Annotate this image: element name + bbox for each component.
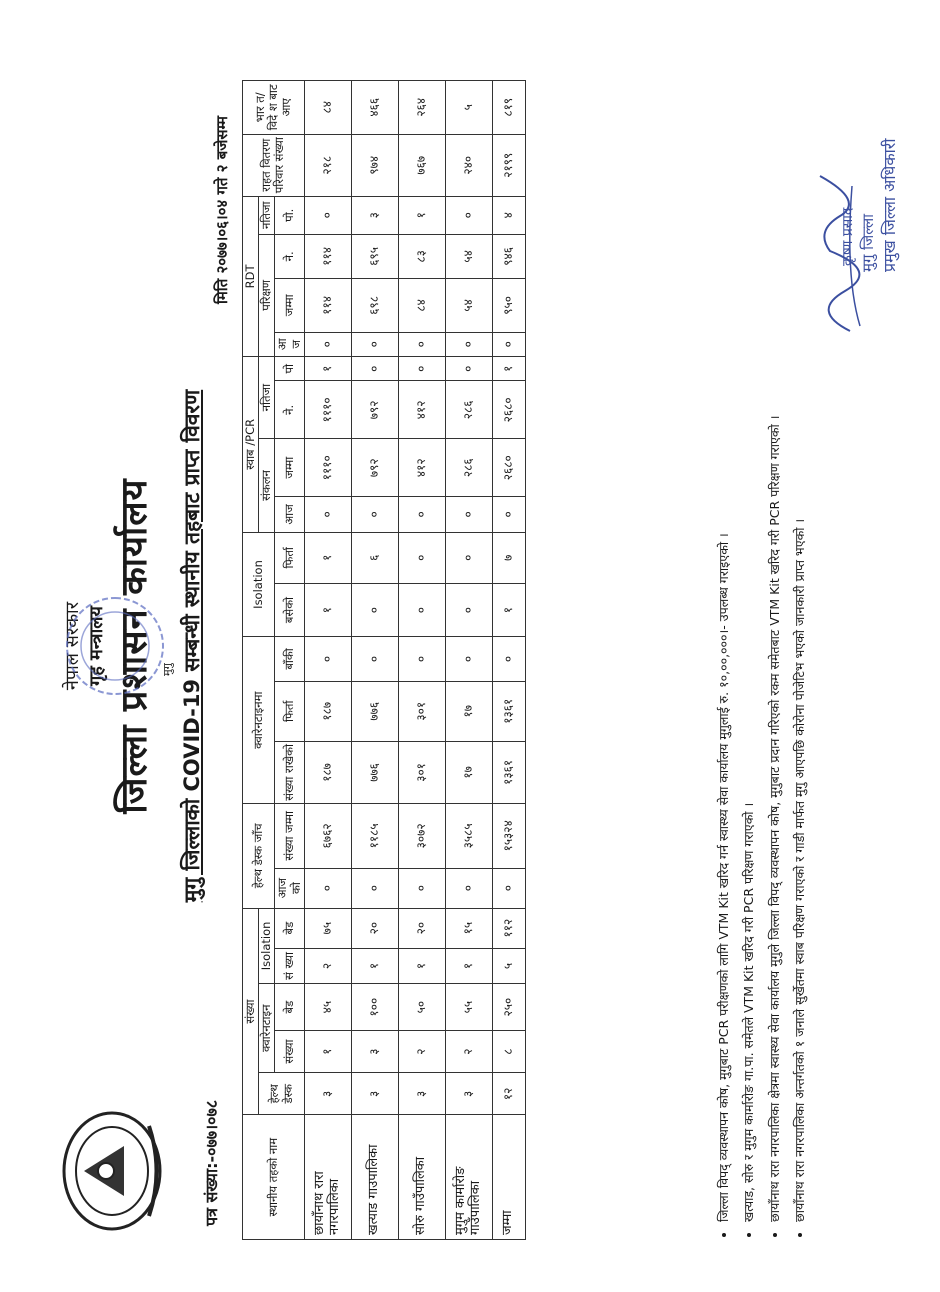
cell-kept: १७ [445,741,492,803]
header-swab-group: स्वाब /PCR [243,356,259,532]
cell-kept: ३०१ [398,741,445,803]
cell-q-count: २ [445,1030,492,1072]
total-q-count: ८ [492,1030,525,1072]
cell-swab-total: ७९२ [351,439,398,497]
header-result: नतिजा [259,356,275,438]
cell-swab-pos: ० [398,356,445,381]
cell-rdt-neg: ८३ [398,234,445,278]
cell-rdt-today: ० [398,332,445,356]
cell-swab-pos: ० [351,356,398,381]
row-name: सोरु गाउँपालिका [398,1115,445,1240]
row-name: खत्याड गाउपालिका [351,1115,398,1240]
header-rdt-pos: पो. [275,196,304,234]
cell-iso-bed: २० [351,908,398,948]
header-iso-count: सं ख्या [275,948,304,984]
cell-iso-staying: ० [398,583,445,636]
cell-rdt-today: ० [445,332,492,356]
cell-q-bed: ४५ [304,984,351,1031]
total-kept: १३६१ [492,741,525,803]
signatory-name: कृष्ण प्रसाद [840,207,856,266]
total-rdt-neg: ९४६ [492,234,525,278]
cell-iso-returned: १ [304,532,351,583]
cell-rdt-neg: ११४ [304,234,351,278]
cell-check-total: ३५८५ [445,804,492,869]
cell-check-total: ३०७२ [398,804,445,869]
cell-iso-bed: २० [398,908,445,948]
header-swab-total: जम्मा [275,439,304,497]
total-iso-returned: ७ [492,532,525,583]
cell-check-today: ० [398,868,445,908]
cell-health-desk: ३ [445,1073,492,1115]
table-row [304,81,351,1240]
cell-from-india: ८४ [304,81,351,135]
cell-kept: १८७ [304,741,351,803]
header-local-level: स्थानीय तहको नाम [243,1115,305,1240]
cell-iso-count: १ [398,948,445,984]
cell-from-india: ५ [445,81,492,135]
cell-q-bed: ५० [398,984,445,1031]
cell-rdt-today: ० [351,332,398,356]
header-staying: बसेको [275,583,304,636]
cell-swab-total: १११० [304,439,351,497]
cell-kept: ७७६ [351,741,398,803]
header-q-count: संख्या [275,1030,304,1072]
cell-rdt-total: ८४ [398,279,445,332]
cell-returned: ३०१ [398,681,445,741]
cell-health-desk: ३ [351,1073,398,1115]
header-quarantine-group: क्वारेनटाइनमा [243,637,275,804]
cell-rdt-today: ० [304,332,351,356]
cell-q-bed: ५५ [445,984,492,1031]
cell-swab-pos: ० [445,356,492,381]
cell-swab-neg: ४१२ [398,381,445,439]
office-name: जिल्ला प्रशासन कार्यालय [114,478,155,814]
cell-rdt-neg: ६९५ [351,234,398,278]
table-row [445,81,492,1240]
cell-swab-today: ० [398,497,445,533]
cell-remaining: ० [304,637,351,681]
total-check-today: ० [492,868,525,908]
total-q-bed: २५० [492,984,525,1031]
header-today: आज को [275,868,304,908]
total-swab-neg: २६८० [492,381,525,439]
cell-returned: ७७६ [351,681,398,741]
cell-rdt-total: ५४ [445,279,492,332]
cell-from-india: २६४ [398,81,445,135]
cell-q-count: ३ [351,1030,398,1072]
total-remaining: ० [492,637,525,681]
total-relief: २१९९ [492,134,525,196]
cell-relief: ७६७ [398,134,445,196]
cell-swab-today: ० [351,497,398,533]
cell-swab-neg: १११० [304,381,351,439]
row-name: छायाँनाथ रारा नगरपालिका [304,1115,351,1240]
cell-iso-returned: ६ [351,532,398,583]
cell-remaining: ० [398,637,445,681]
header-rdt-today: आ ज [275,332,304,356]
cell-rdt-total: ६९८ [351,279,398,332]
cell-iso-returned: ० [398,532,445,583]
cell-iso-bed: ७५ [304,908,351,948]
cell-check-today: ० [445,868,492,908]
cell-check-total: ६७६२ [304,804,351,869]
table-row [398,81,445,1240]
signatory-district: मुगु जिल्ला [859,213,877,272]
cell-from-india: ४६६ [351,81,398,135]
header-rdt-group: RDT [243,196,259,356]
cell-iso-count: २ [304,948,351,984]
cell-check-today: ० [351,868,398,908]
cell-rdt-pos: ३ [351,196,398,234]
signatory-title: प्रमुख जिल्ला अधिकारी [880,138,899,272]
header-collection: संकलन [259,439,275,532]
cell-swab-today: ० [304,497,351,533]
total-row [492,81,525,1240]
letter-number: पत्र संख्या:-०७७।०७८ [202,1099,221,1226]
total-returned: १३६१ [492,681,525,741]
government-name: नेपाल सरकार [62,601,83,691]
cell-iso-returned: ० [445,532,492,583]
total-swab-today: ० [492,497,525,533]
cell-swab-neg: ७९२ [351,381,398,439]
cell-rdt-total: ११४ [304,279,351,332]
cell-relief: ९७४ [351,134,398,196]
total-check-total: १५३२४ [492,804,525,869]
total-swab-pos: १ [492,356,525,381]
cell-remaining: ० [351,637,398,681]
total-label: जम्मा [492,1115,525,1240]
cell-rdt-pos: १ [398,196,445,234]
header-q-bed: बेड [275,984,304,1031]
rotated-letter-page [30,26,910,1266]
header-pos: पो [275,356,304,381]
note-item: • छायाँनाथ रारा नगरपालिका अन्तर्गतको १ जनाले सुर्खेतमा स्वाब परिक्षण गराएको र गाडी मार्फत मुगु आएपछि कोरोना पोजेटिभ भएको जानकारी प्राप्त भएको । [792,52,808,1222]
header-from-india: भार त/ विदे श बाट आए [243,81,305,135]
row-name: मुगुम कार्मारोङ गाउँपालिका [445,1115,492,1240]
cell-swab-neg: २८६ [445,381,492,439]
report-date: मिति २०७७।०६।०४ गते २ बजेसम्म [213,116,231,305]
cell-rdt-pos: ० [445,196,492,234]
note-item: • छायाँनाथ रारा नगरपालिका क्षेत्रमा स्वास्थ्य सेवा कार्यालय मुगुले जिल्ला विपद् व्यवस्थापन कोष, मुगुबाट प्रदान गरिएको रकम समेतबाट VTM Kit खरिद गरी PCR परिक्षण गराएको । [767,52,783,1222]
cell-swab-total: २८६ [445,439,492,497]
header-remaining: बाँकी [275,637,304,681]
table-row [351,81,398,1240]
report-title: मुगु जिल्लाको COVID-19 सम्बन्धी स्थानीय तहबाट प्राप्त विवरण [180,389,204,903]
district-label: मुगु [161,663,174,676]
ministry-name: गृह मन्त्रालय [86,606,107,686]
cell-q-count: १ [304,1030,351,1072]
header-rdt-neg: ने. [275,234,304,278]
cell-iso-staying: ० [351,583,398,636]
header-count-total: संख्या जम्मा [275,804,304,869]
cell-swab-today: ० [445,497,492,533]
header-quarantine-sub: क्वारेनटाइन [259,984,275,1073]
cell-relief: २४० [445,134,492,196]
header-iso-returned: फिर्ता [275,532,304,583]
header-isolation-group: Isolation [243,532,275,637]
total-rdt-today: ० [492,332,525,356]
covid-statistics-table [242,80,526,1240]
cell-remaining: ० [445,637,492,681]
cell-iso-staying: ० [445,583,492,636]
cell-health-desk: ३ [304,1073,351,1115]
cell-check-today: ० [304,868,351,908]
total-health-desk: १२ [492,1073,525,1115]
total-iso-staying: १ [492,583,525,636]
cell-iso-count: १ [351,948,398,984]
header-count-group: संख्या [243,908,259,1115]
cell-rdt-pos: ० [304,196,351,234]
cell-iso-count: १ [445,948,492,984]
header-rdt-result: नतिजा [259,196,275,234]
cell-swab-pos: १ [304,356,351,381]
office-stamp-icon [60,586,170,706]
total-from-india: ८१९ [492,81,525,135]
cell-q-count: २ [398,1030,445,1072]
header-swab-today: आज [275,497,304,533]
cell-iso-bed: १५ [445,908,492,948]
header-iso-bed: बेड [275,908,304,948]
header-relief: राहत वितरण परिवार संख्या [243,134,305,196]
total-iso-bed: ११२ [492,908,525,948]
cell-q-bed: १०० [351,984,398,1031]
header-health-desk: हेल्थ डेस्क [259,1073,305,1115]
header-rdt-total: जम्मा [275,279,304,332]
cell-check-total: ११८५ [351,804,398,869]
total-rdt-pos: ४ [492,196,525,234]
header-test: परिक्षण [259,234,275,356]
cell-returned: १७ [445,681,492,741]
cell-health-desk: ३ [398,1073,445,1115]
cell-relief: २१८ [304,134,351,196]
cell-returned: १८७ [304,681,351,741]
total-rdt-total: ९५० [492,279,525,332]
cell-iso-staying: १ [304,583,351,636]
header-isolation-sub: Isolation [259,908,275,984]
note-item: • जिल्ला विपद् व्यवस्थापन कोष, मुगुबाट PCR परीक्षणको लागि VTM Kit खरिद गर्न स्वास्थ्य सेवा कार्यालय मुगुलाई रु. १०,००,०००।- उपलब्ध गराइएको । [716,52,732,1222]
header-kept-count: संख्या राखेको [275,741,304,803]
total-swab-total: २६८० [492,439,525,497]
header-neg: ने. [275,381,304,439]
cell-rdt-neg: ५४ [445,234,492,278]
cell-swab-total: ४१२ [398,439,445,497]
note-item: • खत्याड, सोरु र मुगुम कार्मारोङ गा.पा. समेतले VTM Kit खरिद गरी PCR परिक्षण गराएको । [741,52,757,1222]
total-iso-count: ५ [492,948,525,984]
header-health-desk-check: हेल्थ डेस्क जाँच [243,804,275,909]
header-returned: फिर्ता [275,681,304,741]
